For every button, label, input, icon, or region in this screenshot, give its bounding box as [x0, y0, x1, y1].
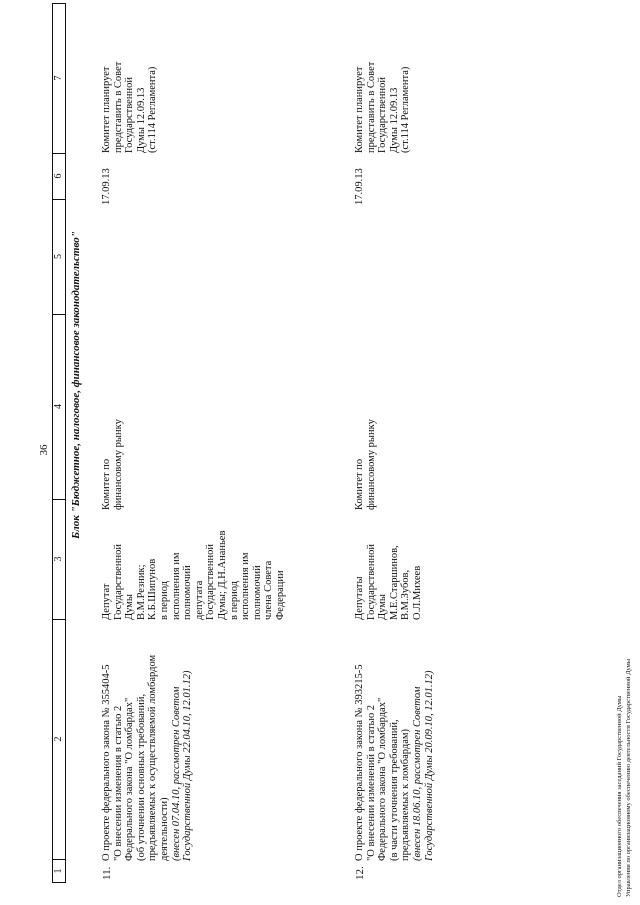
- footer-directorate: Управления по организационному обеспечению деятельности Государственной Думы: [625, 658, 632, 897]
- committee-line: Комитет по: [101, 458, 112, 510]
- status-line: (ст.114 Регламента): [147, 66, 159, 153]
- bill-note-line: Государственной Думы 20.09.10, 12.01.12): [423, 670, 435, 861]
- date-cell: 17.09.13: [101, 168, 112, 205]
- bill-title-line: О проекте федерального закона № 393215-5: [354, 664, 365, 861]
- committee-line: финансовому рынку: [112, 419, 124, 510]
- author-line: Государственной: [112, 544, 124, 620]
- author-line: К.Б.Шипунов: [147, 558, 159, 620]
- bill-authors: [101, 510, 287, 620]
- author-line: депутата: [193, 580, 205, 620]
- status-note: [354, 23, 412, 153]
- date-cell: 17.09.13: [354, 168, 365, 205]
- author-line: Думы; Д.Н.Ананьев: [216, 530, 228, 620]
- row-number: 12.: [354, 866, 366, 880]
- status-line: представить в Совет: [365, 61, 377, 153]
- status-line: представить в Совет: [112, 61, 124, 153]
- bill-title-line: О проекте федерального закона № 355404-5: [101, 664, 112, 861]
- bill-title-line: Федерального закона "О ломбардах": [377, 697, 389, 861]
- status-line: Комитет планирует: [354, 66, 365, 153]
- author-line: О.Л.Михеев: [411, 565, 423, 620]
- page-number: 36: [38, 444, 50, 456]
- author-line: Федерации: [274, 570, 286, 620]
- bill-authors: [354, 510, 424, 620]
- status-line: Государственной: [124, 77, 136, 153]
- author-line: М.Е.Старшинов,: [388, 545, 400, 620]
- bill-title-line: Федерального закона "О ломбардах": [124, 697, 136, 861]
- column-header-7: 7: [53, 3, 65, 154]
- bill-title-line: деятельности): [158, 797, 170, 861]
- author-line: исполнения им: [170, 552, 182, 620]
- author-line: Государственной: [205, 544, 217, 620]
- bill-note-line: Государственной Думы 22.04.10, 12.01.12): [182, 670, 194, 861]
- bill-title-line: предъявляемых к осуществляемой ломбардом: [147, 654, 159, 861]
- status-line: Государственной: [377, 77, 389, 153]
- bill-title: [354, 636, 435, 861]
- author-line: В.М.Резник;: [135, 564, 147, 620]
- column-header-4: 4: [53, 314, 65, 500]
- status-line: Комитет планирует: [101, 66, 112, 153]
- bill-title-line: "О внесении изменения в статью 2: [112, 705, 124, 861]
- status-note: [101, 23, 159, 153]
- author-line: В.М.Зубов,: [400, 569, 412, 620]
- committee-line: Комитет по: [354, 458, 365, 510]
- author-line: Депутат: [101, 583, 112, 620]
- row-number: 11.: [101, 866, 113, 880]
- column-header-6: 6: [53, 153, 65, 200]
- author-line: Государственной: [365, 544, 377, 620]
- column-header-2: 2: [53, 619, 65, 860]
- column-header-1: 1: [53, 868, 64, 874]
- bill-title-line: "О внесении изменений в статью 2: [365, 704, 377, 861]
- table-header-row: [52, 3, 66, 883]
- column-header-5: 5: [53, 199, 65, 315]
- footer-department: Отдел организационного обеспечения заседаний Государственной Думы: [616, 695, 623, 897]
- status-line: Думы 12.09.13: [388, 87, 400, 153]
- bill-title-line: (об уточнении основных требований,: [135, 693, 147, 861]
- author-line: в период: [158, 580, 170, 620]
- responsible-committee: [101, 335, 124, 510]
- bill-title-line: предъявляемых к ломбардам): [400, 728, 412, 861]
- author-line: Депутаты: [354, 576, 365, 620]
- column-header-3: 3: [53, 499, 65, 620]
- status-line: (ст.114 Регламента): [400, 66, 412, 153]
- author-line: Думы: [124, 594, 136, 620]
- responsible-committee: [354, 335, 377, 510]
- author-line: полномочий: [251, 565, 263, 620]
- bill-title-line: (в части уточнения требований,: [388, 719, 400, 861]
- author-line: Думы: [377, 594, 389, 620]
- bill-title: [101, 636, 194, 861]
- author-line: члена Совета: [263, 560, 275, 620]
- bill-note-line: (внесен 07.04.10, рассмотрен Советом: [170, 686, 182, 861]
- committee-line: финансовому рынку: [365, 419, 377, 510]
- author-line: в период: [228, 580, 240, 620]
- author-line: исполнения им: [240, 552, 252, 620]
- block-title: Блок "Бюджетное, налоговое, финансовое законодательство": [70, 231, 82, 539]
- author-line: полномочий: [182, 565, 194, 620]
- bill-note-line: (внесен 18.06.10, рассмотрен Советом: [411, 686, 423, 861]
- status-line: Думы 12.09.13: [135, 87, 147, 153]
